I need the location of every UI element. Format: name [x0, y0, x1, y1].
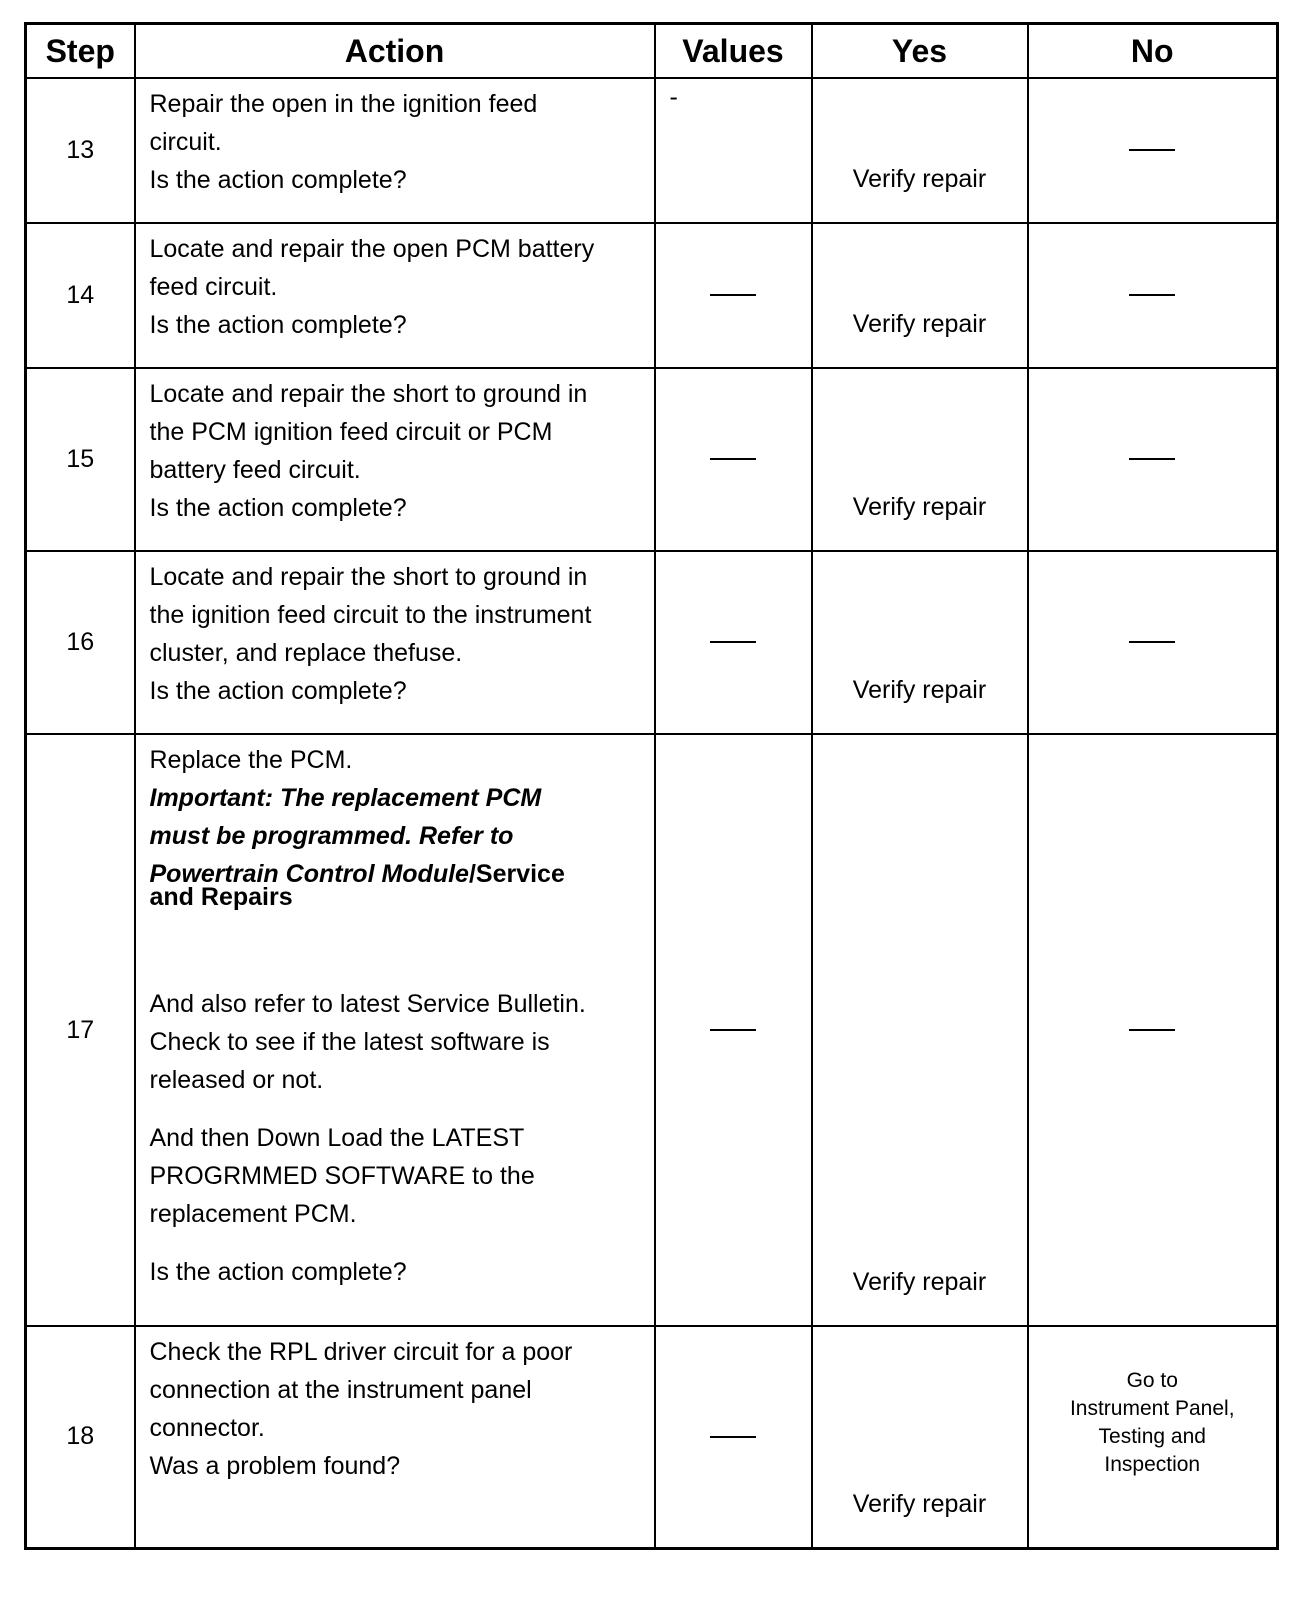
no-cell [1028, 78, 1278, 223]
values-text: - [669, 83, 678, 111]
dash-mark [710, 1029, 756, 1031]
table-row [26, 551, 1278, 734]
yes-cell: Verify repair [812, 368, 1028, 551]
table-row [26, 223, 1278, 368]
values-cell [655, 368, 812, 551]
step-number: 16 [26, 551, 135, 734]
no-cell [1028, 368, 1278, 551]
important-note: Powertrain Control Module [149, 860, 469, 888]
action-cell [135, 368, 655, 551]
diagnostic-table [24, 22, 1279, 1550]
action-line: circuit. [149, 128, 222, 156]
dash-mark [710, 458, 756, 460]
action-cell [135, 551, 655, 734]
dash-mark [1129, 641, 1175, 643]
step-number: 18 [26, 1326, 135, 1548]
table-row [26, 1326, 1278, 1548]
action-line: the ignition feed circuit to the instrument [149, 601, 592, 629]
values-cell [655, 734, 812, 1326]
yes-cell: Verify repair [812, 78, 1028, 223]
table-row [26, 368, 1278, 551]
action-line: And also refer to latest Service Bulletin. [149, 990, 586, 1018]
action-line: Locate and repair the open PCM battery [149, 235, 595, 263]
no-line: Instrument Panel, [1069, 1397, 1235, 1420]
yes-cell: Verify repair [812, 551, 1028, 734]
no-cell [1028, 551, 1278, 734]
header-values: Values [655, 24, 812, 79]
action-line: PROGRMMED SOFTWARE to the [149, 1162, 535, 1190]
action-line: feed circuit. [149, 273, 278, 301]
action-line: Is the action complete? [149, 677, 407, 705]
yes-cell: Verify repair [812, 734, 1028, 1326]
reference-text: /Service [468, 860, 565, 888]
no-cell [1028, 1326, 1278, 1548]
action-line: Is the action complete? [149, 494, 407, 522]
step-number: 15 [26, 368, 135, 551]
action-line: Repair the open in the ignition feed [149, 90, 538, 118]
action-line: And then Down Load the LATEST [149, 1124, 525, 1152]
dash-mark [710, 1436, 756, 1438]
action-cell [135, 78, 655, 223]
action-line: Is the action complete? [149, 166, 407, 194]
table-row [26, 734, 1278, 1326]
dash-mark [1129, 1029, 1175, 1031]
yes-cell: Verify repair [812, 1326, 1028, 1548]
action-line: Replace the PCM. [149, 746, 353, 774]
table-row [26, 78, 1278, 223]
no-line: Testing and [1098, 1425, 1206, 1448]
values-cell [655, 1326, 812, 1548]
action-line: released or not. [149, 1066, 324, 1094]
header-yes: Yes [812, 24, 1028, 79]
header-no: No [1028, 24, 1278, 79]
important-note: must be programmed. Refer to [149, 822, 514, 850]
reference-text: and Repairs [149, 883, 293, 911]
header-row [26, 24, 1278, 79]
action-line: Is the action complete? [149, 1258, 407, 1286]
dash-mark [710, 641, 756, 643]
action-line: Was a problem found? [149, 1452, 401, 1480]
header-step: Step [26, 24, 135, 79]
action-line: Check to see if the latest software is [149, 1028, 550, 1056]
action-cell [135, 223, 655, 368]
action-line: cluster, and replace thefuse. [149, 639, 463, 667]
action-line: replacement PCM. [149, 1200, 357, 1228]
action-line: Locate and repair the short to ground in [149, 563, 588, 591]
action-cell [135, 1326, 655, 1548]
action-line: connection at the instrument panel [149, 1376, 532, 1404]
values-cell [655, 551, 812, 734]
header-action: Action [135, 24, 655, 79]
action-cell [135, 734, 655, 1326]
no-cell [1028, 223, 1278, 368]
dash-mark [1129, 149, 1175, 151]
no-cell [1028, 734, 1278, 1326]
dash-mark [1129, 458, 1175, 460]
step-number: 13 [26, 78, 135, 223]
action-line: the PCM ignition feed circuit or PCM [149, 418, 553, 446]
step-number: 17 [26, 734, 135, 1326]
dash-mark [1129, 294, 1175, 296]
action-line: Locate and repair the short to ground in [149, 380, 588, 408]
important-note: Important: The replacement PCM [149, 784, 542, 812]
step-number: 14 [26, 223, 135, 368]
action-line: battery feed circuit. [149, 456, 361, 484]
action-line: Check the RPL driver circuit for a poor [149, 1338, 573, 1366]
yes-cell: Verify repair [812, 223, 1028, 368]
action-line: Is the action complete? [149, 311, 407, 339]
no-line: Go to [1126, 1369, 1178, 1392]
no-line: Inspection [1104, 1453, 1201, 1476]
action-line: connector. [149, 1414, 265, 1442]
values-cell [655, 78, 812, 223]
dash-mark [710, 294, 756, 296]
values-cell [655, 223, 812, 368]
